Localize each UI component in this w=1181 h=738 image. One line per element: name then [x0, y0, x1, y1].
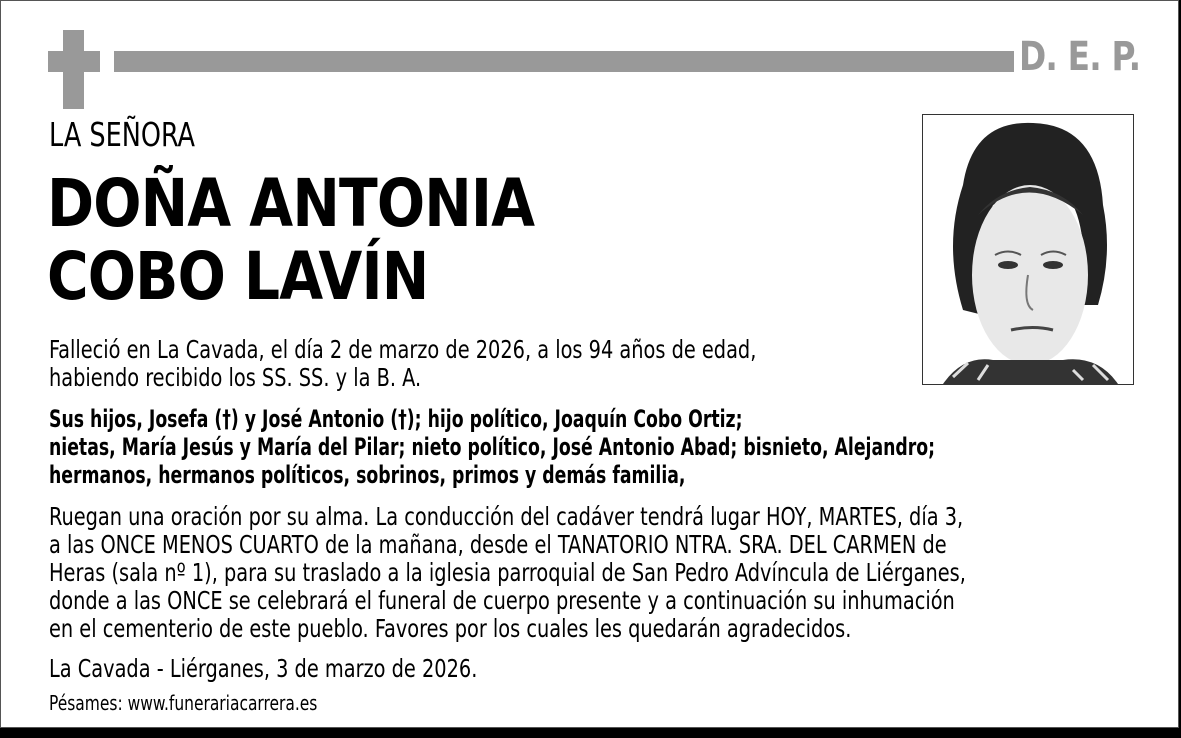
deceased-name: [47, 167, 534, 313]
service-line-3: Heras (sala nº 1), para su traslado a la iglesia parroquial de San Pedro Advíncula de Liérganes,: [49, 558, 966, 587]
family-line-1: Sus hijos, Josefa (†) y José Antonio (†); hijo político, Joaquín Cobo Ortiz;: [49, 405, 743, 433]
service-line-4: donde a las ONCE se celebrará el funeral de cuerpo presente y a continuación su inhumación: [49, 586, 955, 615]
name-line-1: DOÑA ANTONIA: [47, 165, 535, 242]
service-line-1: Ruegan una oración por su alma. La conducción del cadáver tendrá lugar HOY, MARTES, día 3,: [49, 502, 964, 531]
place-date: La Cavada - Liérganes, 3 de marzo de 2026.: [49, 654, 478, 683]
death-notice-line-1: Falleció en La Cavada, el día 2 de marzo de 2026, a los 94 años de edad,: [49, 335, 757, 364]
death-notice-line-2: habiendo recibido los SS. SS. y la B. A.: [49, 363, 422, 392]
family-line-3: hermanos, hermanos políticos, sobrinos, primos y demás familia,: [49, 461, 686, 489]
condolences-link[interactable]: Pésames: www.funerariacarrera.es: [49, 691, 318, 715]
dep-label: D. E. P.: [1019, 34, 1141, 80]
service-line-5: en el cementerio de este pueblo. Favores por los cuales les quedarán agradecidos.: [49, 614, 852, 643]
portrait-image: [923, 115, 1133, 384]
family-line-2: nietas, María Jesús y María del Pilar; nieto político, José Antonio Abad; bisnieto, Alejandro;: [49, 433, 936, 461]
portrait-photo: [922, 114, 1134, 385]
honorific: LA SEÑORA: [49, 115, 196, 154]
name-line-2: COBO LAVÍN: [47, 238, 429, 315]
cross-horizontal-bar: [48, 51, 100, 72]
header-rule: [114, 51, 1014, 72]
service-line-2: a las ONCE MENOS CUARTO de la mañana, desde el TANATORIO NTRA. SRA. DEL CARMEN de: [49, 530, 947, 559]
